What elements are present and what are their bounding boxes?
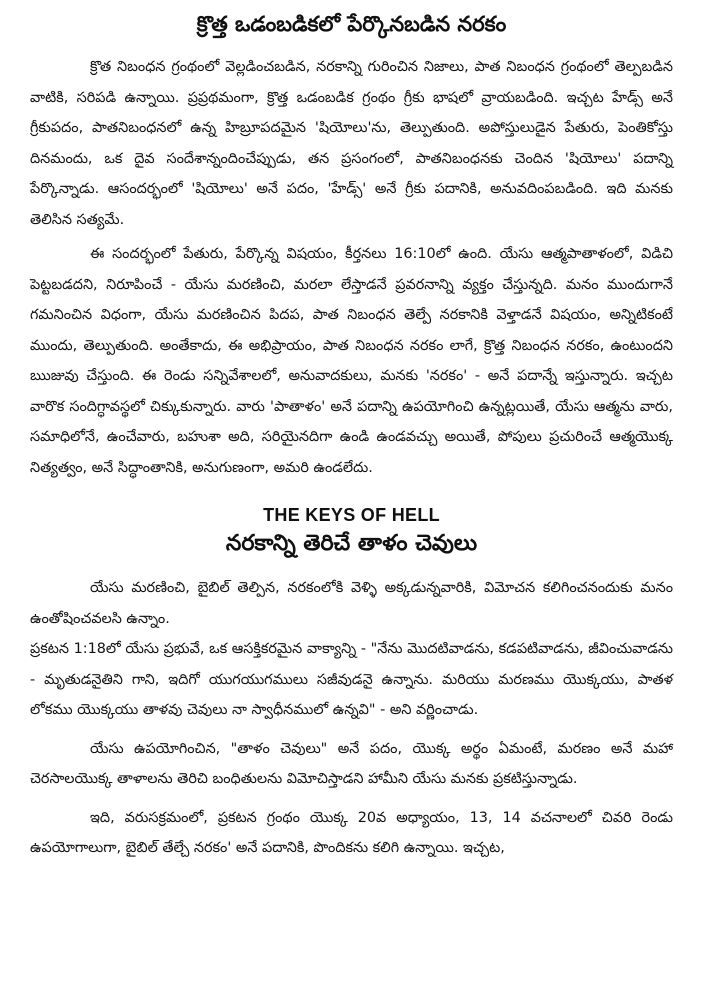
section-paragraph-2: ప్రకటన 1:18లో యేసు ప్రభువే, ఒక ఆసక్తికరమైన వాక్యాన్ని - "నేను మొదటివాడను, కడపటివాడను, జీవించువాడను - మృతుడనైతిని గాని, ఇదిగో యుగయుగములు సజీవుడనై ఉన్నాను. మరియు మరణము యొక్కయు, పాతళ లోకము యొక్కయు తాళవు చెవులు నా స్వాధీనములో ఉన్నవి" - అని వర్ణించాడు.: [30, 641, 673, 718]
section-heading: [30, 503, 673, 561]
section-paragraph-1: యేసు మరణించి, బైబిల్ తెల్పిన, నరకంలోకి వెళ్ళి అక్కడున్నవారికి, విమోచన కలిగించనందుకు మనం ఉంతోషించవలసి ఉన్నాం.: [30, 580, 673, 627]
section-paragraph-4: ఇది, వరుసక్రమంలో, ప్రకటన గ్రంథం యొక్క 20వ అధ్యాయం, 13, 14 వచనాలలో చివరి రెండు ఉపయోగాలుగా, బైబిల్ తేల్చే నరకం' అనే పదానికి, పొందికను కలిగి ఉన్నాయి. ఇచ్చట,: [30, 809, 673, 856]
section-heading-telugu: నరకాన్ని తెరిచే తాళం చెవులు: [225, 531, 478, 556]
section-heading-english: THE KEYS OF HELL: [263, 505, 440, 525]
section-paragraph-3: యేసు ఉపయోగించిన, "తాళం చెవులు" అనే పదం, యొక్క అర్థం ఏమంటే, మరణం అనే మహా చెరసాలయొక్క తాళాలను తెరిచి బంధితులను విమోచిస్తాడని హామీని యేసు మనకు ప్రకటిస్తున్నాడు.: [30, 740, 673, 787]
page-title: క్రొత్త ఒడంబడికలో పేర్కొనబడిన నరకం: [196, 12, 507, 36]
intro-paragraph-1: క్రొత నిబంధన గ్రంథంలో వెల్లడించబడిన, నరకాన్ని గురించిన నిజాలు, పాత నిబంధన గ్రంథంలో తెల్పబడిన వాటికి, సరిపడి ఉన్నాయి. ప్రప్రథమంగా, క్రొత్త ఒడంబడిక గ్రంథం గ్రీకు భాషలో వ్రాయబడింది. ఇచ్చట హేడ్స్ అనే గ్రీకుపదం, పాతనిబంధనలో ఉన్న హిబ్రూపదమైన 'షియోలు'ను, తెల్పుతుంది. అపోస్తులుడైన పేతురు, పెంతికోస్తు దినమందు, ఒక దైవ సందేశాన్నందించేప్పుడు, తన ప్రసంగంలో, పాతనిబంధనకు చెందిన 'షియోలు' పదాన్ని పేర్కొన్నాడు. ఆసందర్భంలో 'షియోలు' అనే పదం, 'హేడ్స్' అనే గ్రీకు పదానికి, అనువదింపబడింది. ఇది మనకు తెలిసిన సత్యమే.: [30, 59, 673, 228]
intro-paragraph-2: ఈ సందర్భంలో పేతురు, పేర్కొన్న విషయం, కీర్తనలు 16:10లో ఉంది. యేసు ఆత్మపాతాళంలో, విడిచి పెట్టబడదని, నిరూపించే - యేసు మరణించి, మరలా లేస్తాడనే ప్రవరనాన్ని వ్యక్తం చేస్తున్నది. మనం ముందుగానే గమనించిన విధంగా, యేసు మరణించిన పిదప, పాత నిబంధన తెల్పే నరకానికి వెళ్తాడనే విషయం, అన్నిటికంటే ముందు, తెల్పుతుంది. అంతేకాదు, ఈ అభిప్రాయం, పాత నిబంధన నరకం లాగే, క్రొత్త నిబంధన నరకం, ఉంటుందని ఋజువు చేస్తుంది. ఈ రెండు సన్నివేశాలలో, అనువాదకులు, మనకు 'నరకం' - అనే పదాన్నే ఇస్తున్నారు. ఇచ్చట వారొక సందిగ్ధావస్థలో చిక్కుకున్నారు. వారు 'పాతాళం' అనే పదాన్ని ఉపయోగించి ఉన్నట్లయితే, యేసు ఆత్మను వారు, సమాధిలోనే, ఉంచేవారు, బహుశా అది, సరియైనదిగా ఉండి ఉండవచ్చు అయితే, పోపులు ప్రచురించే ఆత్మయొక్క నిత్యత్వం, అనే సిద్ధాంతానికి, అనుగుణంగా, అమరి ఉండలేదు.: [30, 246, 673, 476]
